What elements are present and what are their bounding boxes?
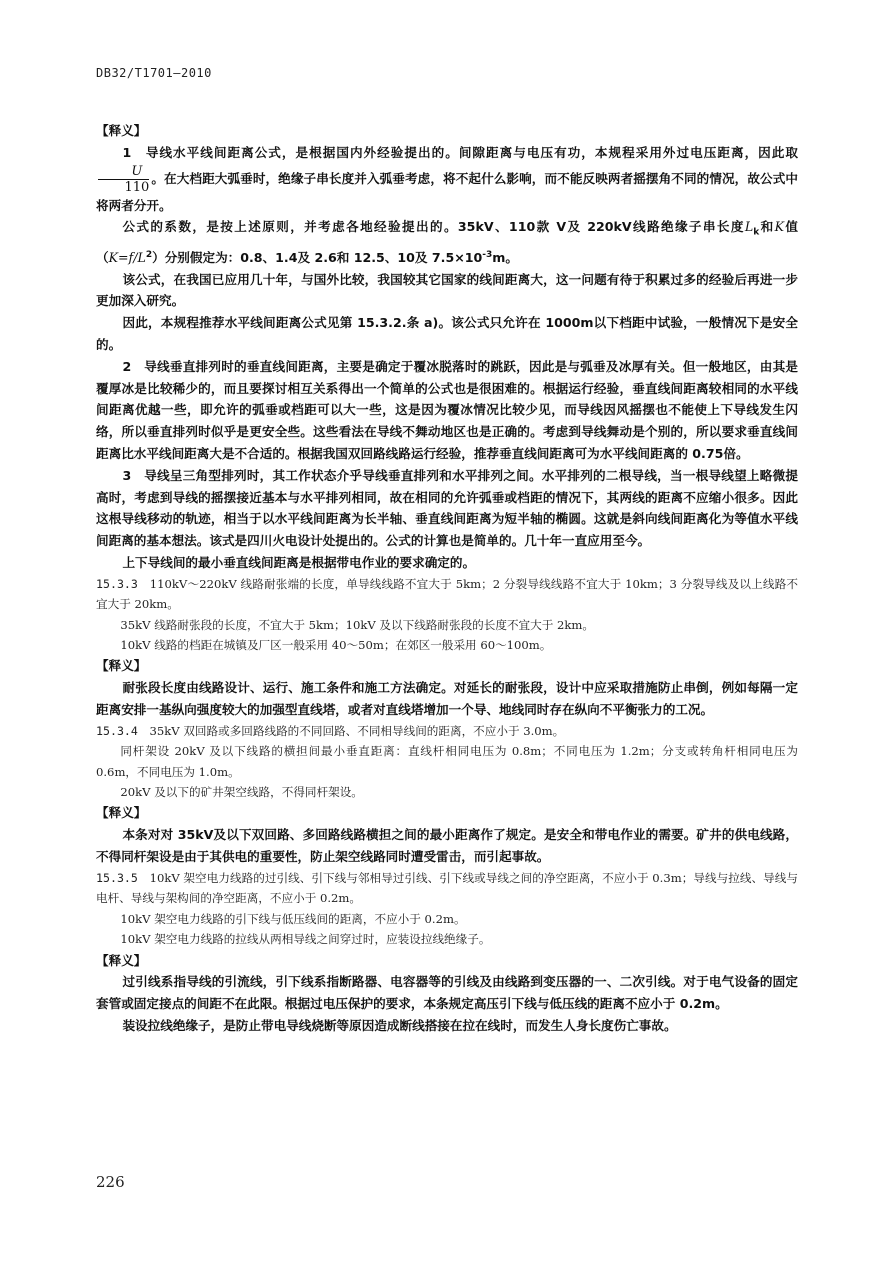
paragraph: 过引线系指导线的引流线，引下线系指断路器、电容器等的引线及由线路到变压器的一、二次引线。对于电气设备的固定套管或固定接点的间距不在此限。根据过电压保护的要求，本条规定高压引下线与低压线的距离不应小于 0.2m。 [96,974,798,1012]
interpretation-label: 【释义】 [96,658,147,674]
fraction-u-over-110: $\frac{U}{110}$ [98,164,149,195]
clause-paragraph: 35kV 线路耐张段的长度，不宜大于 5km；10kV 及以下线路耐张段的长度不宜大于 2km。 [120,617,595,632]
clause-paragraph: 10kV 架空电力线路的引下线与低压线间的距离，不应小于 0.2m。 [120,911,466,926]
paragraph: 公式的系数，是按上述原则，并考虑各地经验提出的。35kV、110款 V及 220kV线路绝缘子串长度$L_k$和K值$(K=f/L^2)$分别假定为：0.8、1.4及 2.6和 12.5、10及 $7.5\times 10^{-3}m$。 [96,219,799,265]
clause-15-3-5: 15.3.5 10kV 架空电力线路的过引线、引下线与邻相导过引线、引下线或导线之间的净空距离，不应小于 0.3m；导线与拉线、导线与电杆、导线与架构间的净空距离，不应小于 0.2m。 [96,870,798,906]
paragraph: 3 导线呈三角型排列时，其工作状态介乎导线垂直排列和水平排列之间。水平排列的二根导线，当一根导线望上略微提高时，考虑到导线的摇摆接近基本与水平排列相同，故在相同的允许弧垂或档距的情况下，其两线的距离不应缩小很多。因此这根导线移动的轨迹，相当于以水平线间距离为长半轴、垂直线间距离为短半轴的椭圆。这就是斜向线间距离化为等值水平线间距离的基本想法。该式是四川火电设计处提出的。公式的计算也是简单的。几十年一直应用至今。 [96,467,798,549]
interpretation-label: 【释义】 [96,805,147,821]
clause-paragraph: 同杆架设 20kV 及以下线路的横担间最小垂直距离：直线杆相同电压为 0.8m；不同电压为 1.2m；分支或转角杆相同电压为 0.6m，不同电压为 1.0m。 [96,744,798,779]
clause-paragraph: 20kV 及以下的矿井架空线路，不得同杆架设。 [120,785,363,800]
clause-number: 15.3.4 [96,723,138,738]
paragraph: 因此，本规程推荐水平线间距离公式见第 15.3.2.条 a)。该公式只允许在 1000m以下档距中试验，一般情况下是安全的。 [96,315,798,353]
paragraph: 装设拉线绝缘子，是防止带电导线烧断等原因造成断线搭接在拉在线时，而发生人身长度伤亡事故。 [122,1017,677,1033]
standard-code-header: DB32/T1701—2010 [96,66,212,80]
clause-15-3-4: 15.3.4 35kV 双回路或多回路线路的不同回路、不同相导线间的距离，不应小于 3.0m。 [96,723,565,738]
paragraph: 耐张段长度由线路设计、运行、施工条件和施工方法确定。对延长的耐张段，设计中应采取措施防止串倒，例如每隔一定距离安排一基纵向强度较大的加强型直线塔，或者对直线塔增加一个导、地线同时存在纵向不平衡张力的工况。 [96,680,798,718]
clause-15-3-3: 15.3.3 110kV～220kV 线路耐张端的长度，单导线线路不宜大于 5km；2 分裂导线线路不宜大于 10km；3 分裂导线及以上线路不宜大于 20km。 [96,576,798,612]
paragraph: 上下导线间的最小垂直线间距离是根据带电作业的要求确定的。 [122,555,476,571]
paragraph: 2 导线垂直排列时的垂直线间距离，主要是确定于覆冰脱落时的跳跃，因此是与弧垂及冰厚有关。但一般地区，由其是覆厚冰是比较稀少的，而且要探讨相互关系得出一个简单的公式也是很困难的。根据运行经验，垂直线间距离较相同的水平线间距离优越一些，即允许的弧垂或档距可以大一些，这是因为覆冰情况比较少见，而导线因风摇摆也不能使上下导线发生闪络，所以垂直排列时似乎是更安全些。这些看法在导线不舞动地区也是正确的。考虑到导线舞动是个别的，所以要求垂直线间距离比水平线间距离大是不合适的。根据我国双回路线路运行经验，推荐垂直线间距离可为水平线间距离的 0.75倍。 [96,358,798,462]
page-number: 226 [96,1173,125,1191]
clause-number: 15.3.5 [96,870,138,885]
clause-paragraph: 10kV 架空电力线路的拉线从两相导线之间穿过时，应装设拉线绝缘子。 [120,932,491,947]
interpretation-label: 【释义】 [96,952,147,968]
paragraph: 1 导线水平线间距离公式，是根据国内外经验提出的。间隙距离与电压有功，本规程采用外过电压距离，因此取 $\frac{U}{110}$ 。在大档距大弧垂时，绝缘子串长度并入弧垂考虑，将不起什么影响，而不能反映两者摇摆角不同的情况，故公式中将两者分开。 [96,144,798,213]
clause-number: 15.3.3 [96,576,138,591]
paragraph: 本条对对 35kV及以下双回路、多回路线路横担之间的最小距离作了规定。是安全和带电作业的需要。矿井的供电线路，不得同杆架设是由于其供电的重要性，防止架空线路同时遭受雷击，而引起事故。 [96,827,798,865]
paragraph: 该公式，在我国已应用几十年，与国外比较，我国较其它国家的线间距离大，这一问题有待于积累过多的经验后再进一步更加深入研究。 [96,271,798,309]
interpretation-label: 【释义】 [96,123,147,138]
clause-paragraph: 10kV 线路的档距在城镇及厂区一般采用 40～50m；在郊区一般采用 60～100m。 [120,638,552,653]
page-body [96,120,798,1037]
